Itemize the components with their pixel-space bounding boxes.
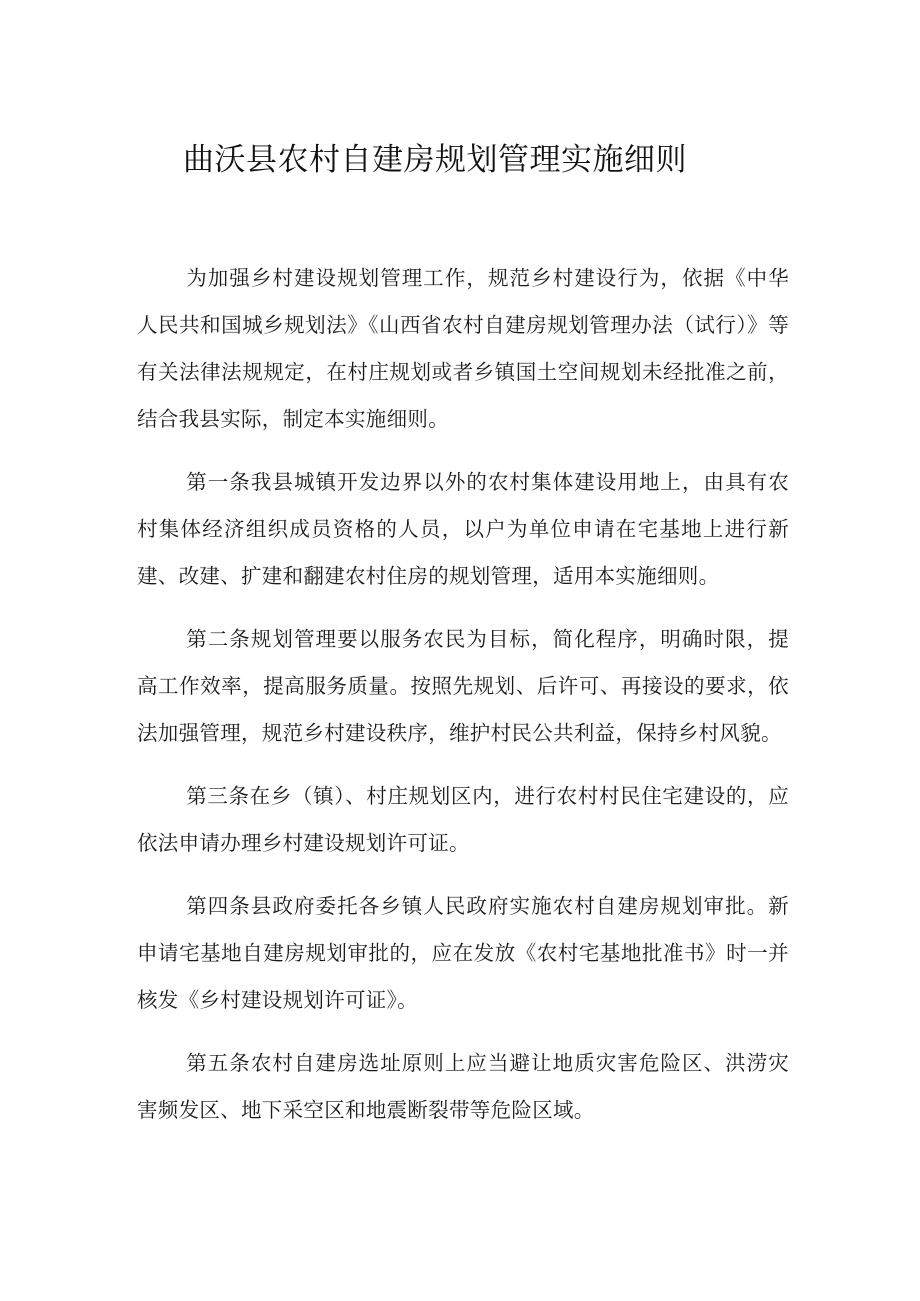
article-5-paragraph: 第五条农村自建房选址原则上应当避让地质灾害危险区、洪涝灾害频发区、地下采空区和地震断裂带等危险区域。 [137,1051,789,1122]
document-body [137,255,789,1150]
document-title: 曲沃县农村自建房规划管理实施细则 [183,142,687,178]
article-2-paragraph: 第二条规划管理要以服务农民为目标，简化程序，明确时限，提高工作效率，提高服务质量。按照先规划、后许可、再接设的要求，依法加强管理，规范乡村建设秩序，维护村民公共利益，保持乡村风貌。 [137,627,789,745]
article-4-paragraph: 第四条县政府委托各乡镇人民政府实施农村自建房规划审批。新申请宅基地自建房规划审批的，应在发放《农村宅基地批准书》时一并核发《乡村建设规划许可证》。 [137,894,789,1012]
preamble-paragraph: 为加强乡村建设规划管理工作，规范乡村建设行为，依据《中华人民共和国城乡规划法》《山西省农村自建房规划管理办法（试行）》等有关法律法规规定，在村庄规划或者乡镇国土空间规划未经批准之前，结合我县实际，制定本实施细则。 [137,266,789,431]
article-3-paragraph: 第三条在乡（镇）、村庄规划区内，进行农村村民住宅建设的，应依法申请办理乡村建设规划许可证。 [137,784,789,855]
article-1-paragraph: 第一条我县城镇开发边界以外的农村集体建设用地上，由具有农村集体经济组织成员资格的人员，以户为单位申请在宅基地上进行新建、改建、扩建和翻建农村住房的规划管理，适用本实施细则。 [137,470,789,588]
